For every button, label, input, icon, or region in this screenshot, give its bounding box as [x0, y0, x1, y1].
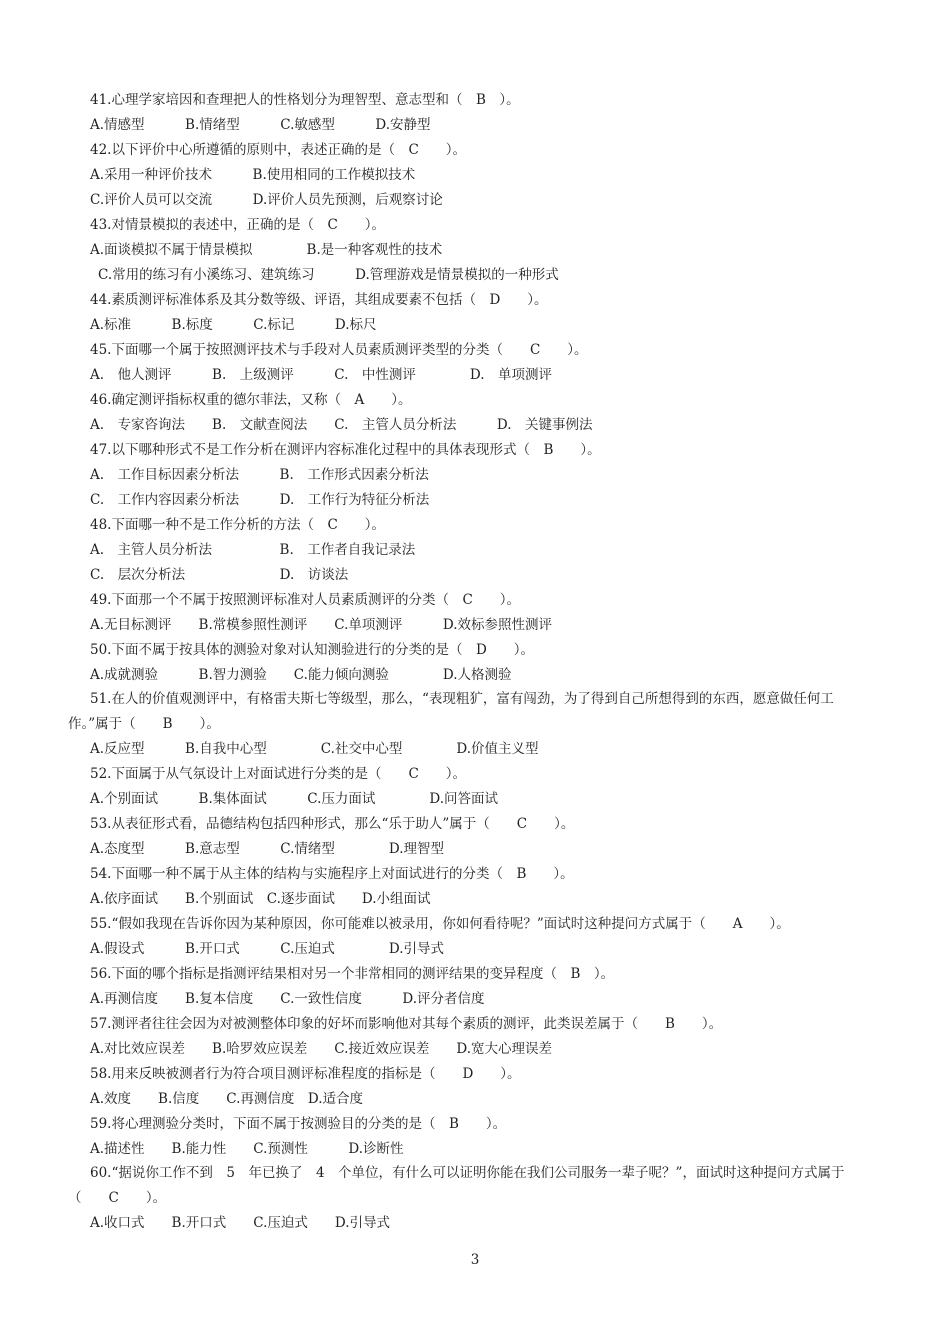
options-56: A.再测信度 B.复本信度 C.一致性信度 D.评分者信度	[90, 991, 485, 1007]
options-42-line1: A.采用一种评价技术 B.使用相同的工作模拟技术	[90, 167, 416, 183]
question-53: 53.从表征形式看，品德结构包括四种形式，那么“乐于助人”属于（ C ）。	[90, 816, 575, 832]
options-45: A. 他人测评 B. 上级测评 C. 中性测评 D. 单项测评	[90, 367, 553, 383]
options-54: A.依序面试 B.个别面试 C.逐步面试 D.小组面试	[90, 891, 431, 907]
options-43-line1: A.面谈模拟不属于情景模拟 B.是一种客观性的技术	[90, 242, 443, 258]
question-43: 43.对情景模拟的表述中，正确的是（ C ）。	[90, 217, 386, 233]
question-48: 48.下面哪一种不是工作分析的方法（ C ）。	[90, 517, 386, 533]
question-60: 60.“据说你工作不到 5 年已换了 4 个单位，有什么可以证明你能在我们公司服务一辈子呢？”，面试时这种提问方式属于	[90, 1165, 845, 1181]
options-52: A.个别面试 B.集体面试 C.压力面试 D.问答面试	[90, 791, 499, 807]
options-43-line2: C.常用的练习有小溪练习、建筑练习 D.管理游戏是情景模拟的一种形式	[98, 267, 559, 283]
question-52: 52.下面属于从气氛设计上对面试进行分类的是（ C ）。	[90, 766, 467, 782]
options-50: A.成就测验 B.智力测验 C.能力倾向测验 D.人格测验	[90, 667, 512, 683]
options-58: A.效度 B.信度 C.再测信度 D.适合度	[90, 1091, 364, 1107]
options-57: A.对比效应误差 B.哈罗效应误差 C.接近效应误差 D.宽大心理误差	[90, 1041, 553, 1057]
options-44: A.标准 B.标度 C.标记 D.标尺	[90, 317, 377, 333]
options-60: A.收口式 B.开口式 C.压迫式 D.引导式	[90, 1215, 391, 1231]
options-53: A.态度型 B.意志型 C.情绪型 D.理智型	[90, 841, 445, 857]
options-48-line2: C. 层次分析法 D. 访谈法	[90, 567, 349, 583]
options-49: A.无目标测评 B.常模参照性测评 C.单项测评 D.效标参照性测评	[90, 617, 553, 633]
options-47-line1: A. 工作目标因素分析法 B. 工作形式因素分析法	[90, 467, 429, 483]
question-41: 41.心理学家培因和查理把人的性格划分为理智型、意志型和（ B ）。	[90, 92, 520, 108]
options-41: A.情感型 B.情绪型 C.敏感型 D.安静型	[90, 117, 431, 133]
question-56: 56.下面的哪个指标是指测评结果相对另一个非常相同的测评结果的变异程度（ B ）。	[90, 966, 615, 982]
options-55: A.假设式 B.开口式 C.压迫式 D.引导式	[90, 941, 445, 957]
question-58: 58.用来反映被测者行为符合项目测评标准程度的指标是（ D ）。	[90, 1066, 521, 1082]
question-59: 59.将心理测验分类时，下面不属于按测验目的分类的是（ B ）。	[90, 1116, 507, 1132]
question-44: 44.素质测评标准体系及其分数等级、评语，其组成要素不包括（ D ）。	[90, 292, 548, 308]
question-50: 50.下面不属于按具体的测验对象对认知测验进行的分类的是（ D ）。	[90, 642, 535, 658]
options-47-line2: C. 工作内容因素分析法 D. 工作行为特征分析法	[90, 492, 430, 508]
question-47: 47.以下哪种形式不是工作分析在测评内容标准化过程中的具体表现形式（ B ）。	[90, 442, 601, 458]
question-42: 42.以下评价中心所遵循的原则中，表述正确的是（ C ）。	[90, 142, 467, 158]
options-48-line1: A. 主管人员分析法 B. 工作者自我记录法	[90, 542, 416, 558]
options-42-line2: C.评价人员可以交流 D.评价人员先预测，后观察讨论	[90, 192, 443, 208]
options-46: A. 专家咨询法 B. 文献查阅法 C. 主管人员分析法 D. 关键事例法	[90, 417, 593, 433]
question-54: 54.下面哪一种不属于从主体的结构与实施程序上对面试进行的分类（ B ）。	[90, 866, 574, 882]
page-number: 3	[470, 1252, 480, 1268]
question-55: 55.“假如我现在告诉你因为某种原因，你可能难以被录用，你如何看待呢？”面试时这种提问方式属于（ A ）。	[90, 916, 790, 932]
question-49: 49.下面那一个不属于按照测评标准对人员素质测评的分类（ C ）。	[90, 592, 521, 608]
options-51: A.反应型 B.自我中心型 C.社交中心型 D.价值主义型	[90, 741, 539, 757]
options-59: A.描述性 B.能力性 C.预测性 D.诊断性	[90, 1141, 404, 1157]
question-45: 45.下面哪一个属于按照测评技术与手段对人员素质测评类型的分类（ C ）。	[90, 342, 588, 358]
question-57: 57.测评者往往会因为对被测整体印象的好坏而影响他对其每个素质的测评，此类误差属于（ B ）。	[90, 1016, 723, 1032]
question-46: 46.确定测评指标权重的德尔菲法，又称（ A ）。	[90, 392, 412, 408]
question-60-cont: （ C ）。	[68, 1190, 167, 1206]
question-51: 51.在人的价值观测评中，有格雷夫斯七等级型，那么，“表现粗犷，富有闯劲，为了得到自己所想得到的东西，愿意做任何工	[90, 691, 834, 707]
question-51-cont: 作。”属于（ B ）。	[68, 716, 220, 732]
